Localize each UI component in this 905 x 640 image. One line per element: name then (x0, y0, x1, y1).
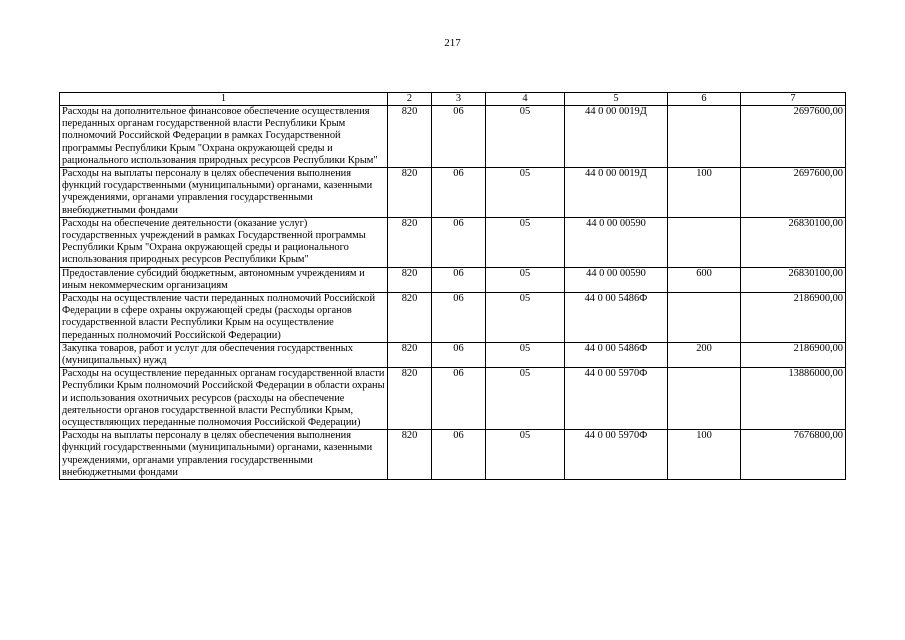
target-article-code: 44 0 00 5970Ф (565, 430, 668, 480)
table-row (60, 106, 846, 168)
target-article-code: 44 0 00 5486Ф (565, 293, 668, 343)
section-code: 06 (432, 368, 486, 430)
ministry-code: 820 (388, 217, 432, 267)
ministry-code: 820 (388, 293, 432, 343)
ministry-code: 820 (388, 368, 432, 430)
subsection-code: 05 (486, 168, 565, 218)
subsection-code: 05 (486, 293, 565, 343)
expense-name: Расходы на выплаты персоналу в целях обеспечения выполнения функций государственными (муниципальными) органами, казенными учреждениями, органами управления государственными внебюджетными фондами (60, 168, 388, 218)
expense-type-code: 100 (668, 430, 741, 480)
section-code: 06 (432, 106, 486, 168)
expense-name: Расходы на дополнительное финансовое обеспечение осуществления переданных органам государственной власти Республики Крым полномочий Российской Федерации в рамках Государственной программы Республики Крым "Охрана окружающей среды и рационального использования природных ресурсов Республики Крым" (60, 106, 388, 168)
expense-type-code: 600 (668, 267, 741, 292)
expense-name: Закупка товаров, работ и услуг для обеспечения государственных (муниципальных) нужд (60, 342, 388, 367)
table-header-row (60, 93, 846, 106)
target-article-code: 44 0 00 5970Ф (565, 368, 668, 430)
section-code: 06 (432, 430, 486, 480)
column-header: 3 (432, 93, 486, 106)
column-header: 7 (741, 93, 846, 106)
amount: 13886000,00 (741, 368, 846, 430)
subsection-code: 05 (486, 267, 565, 292)
column-header: 5 (565, 93, 668, 106)
expense-name: Расходы на осуществление части переданных полномочий Российской Федерации в сфере охраны окружающей среды (расходы органов государственной власти Республики Крым на осуществление переданных полномочий Российской Федерации) (60, 293, 388, 343)
amount: 7676800,00 (741, 430, 846, 480)
amount: 2697600,00 (741, 168, 846, 218)
expense-type-code (668, 293, 741, 343)
subsection-code: 05 (486, 430, 565, 480)
expense-type-code (668, 106, 741, 168)
table-row (60, 293, 846, 343)
target-article-code: 44 0 00 00590 (565, 267, 668, 292)
amount: 26830100,00 (741, 217, 846, 267)
amount: 2186900,00 (741, 342, 846, 367)
target-article-code: 44 0 00 0019Д (565, 168, 668, 218)
amount: 26830100,00 (741, 267, 846, 292)
subsection-code: 05 (486, 342, 565, 367)
ministry-code: 820 (388, 106, 432, 168)
expense-type-code (668, 217, 741, 267)
section-code: 06 (432, 168, 486, 218)
subsection-code: 05 (486, 106, 565, 168)
ministry-code: 820 (388, 168, 432, 218)
column-header: 2 (388, 93, 432, 106)
target-article-code: 44 0 00 5486Ф (565, 342, 668, 367)
expense-name: Расходы на обеспечение деятельности (оказание услуг) государственных учреждений в рамках Государственной программы Республики Крым "Охрана окружающей среды и рационального использования природных ресурсов Республики Крым" (60, 217, 388, 267)
target-article-code: 44 0 00 00590 (565, 217, 668, 267)
section-code: 06 (432, 217, 486, 267)
expense-name: Расходы на выплаты персоналу в целях обеспечения выполнения функций государственными (муниципальными) органами, казенными учреждениями, органами управления государственными внебюджетными фондами (60, 430, 388, 480)
subsection-code: 05 (486, 217, 565, 267)
section-code: 06 (432, 342, 486, 367)
column-header: 4 (486, 93, 565, 106)
section-code: 06 (432, 293, 486, 343)
subsection-code: 05 (486, 368, 565, 430)
table-row (60, 217, 846, 267)
expense-name: Предоставление субсидий бюджетным, автономным учреждениям и иным некоммерческим организациям (60, 267, 388, 292)
table-row (60, 342, 846, 367)
ministry-code: 820 (388, 267, 432, 292)
target-article-code: 44 0 00 0019Д (565, 106, 668, 168)
column-header: 1 (60, 93, 388, 106)
column-header: 6 (668, 93, 741, 106)
amount: 2697600,00 (741, 106, 846, 168)
table-row (60, 368, 846, 430)
section-code: 06 (432, 267, 486, 292)
amount: 2186900,00 (741, 293, 846, 343)
ministry-code: 820 (388, 430, 432, 480)
expense-type-code: 200 (668, 342, 741, 367)
budget-table (59, 92, 846, 480)
expense-name: Расходы на осуществление переданных органам государственной власти Республики Крым полномочий Российской Федерации в области охраны и использования охотничьих ресурсов (расходы на обеспечение деятельности органов государственной власти Республики Крым, осуществляющих переданные полномочия Российской Федерации) (60, 368, 388, 430)
ministry-code: 820 (388, 342, 432, 367)
page-number: 217 (444, 37, 461, 49)
expense-type-code: 100 (668, 168, 741, 218)
table-row (60, 430, 846, 480)
table-row (60, 267, 846, 292)
table-row (60, 168, 846, 218)
expense-type-code (668, 368, 741, 430)
